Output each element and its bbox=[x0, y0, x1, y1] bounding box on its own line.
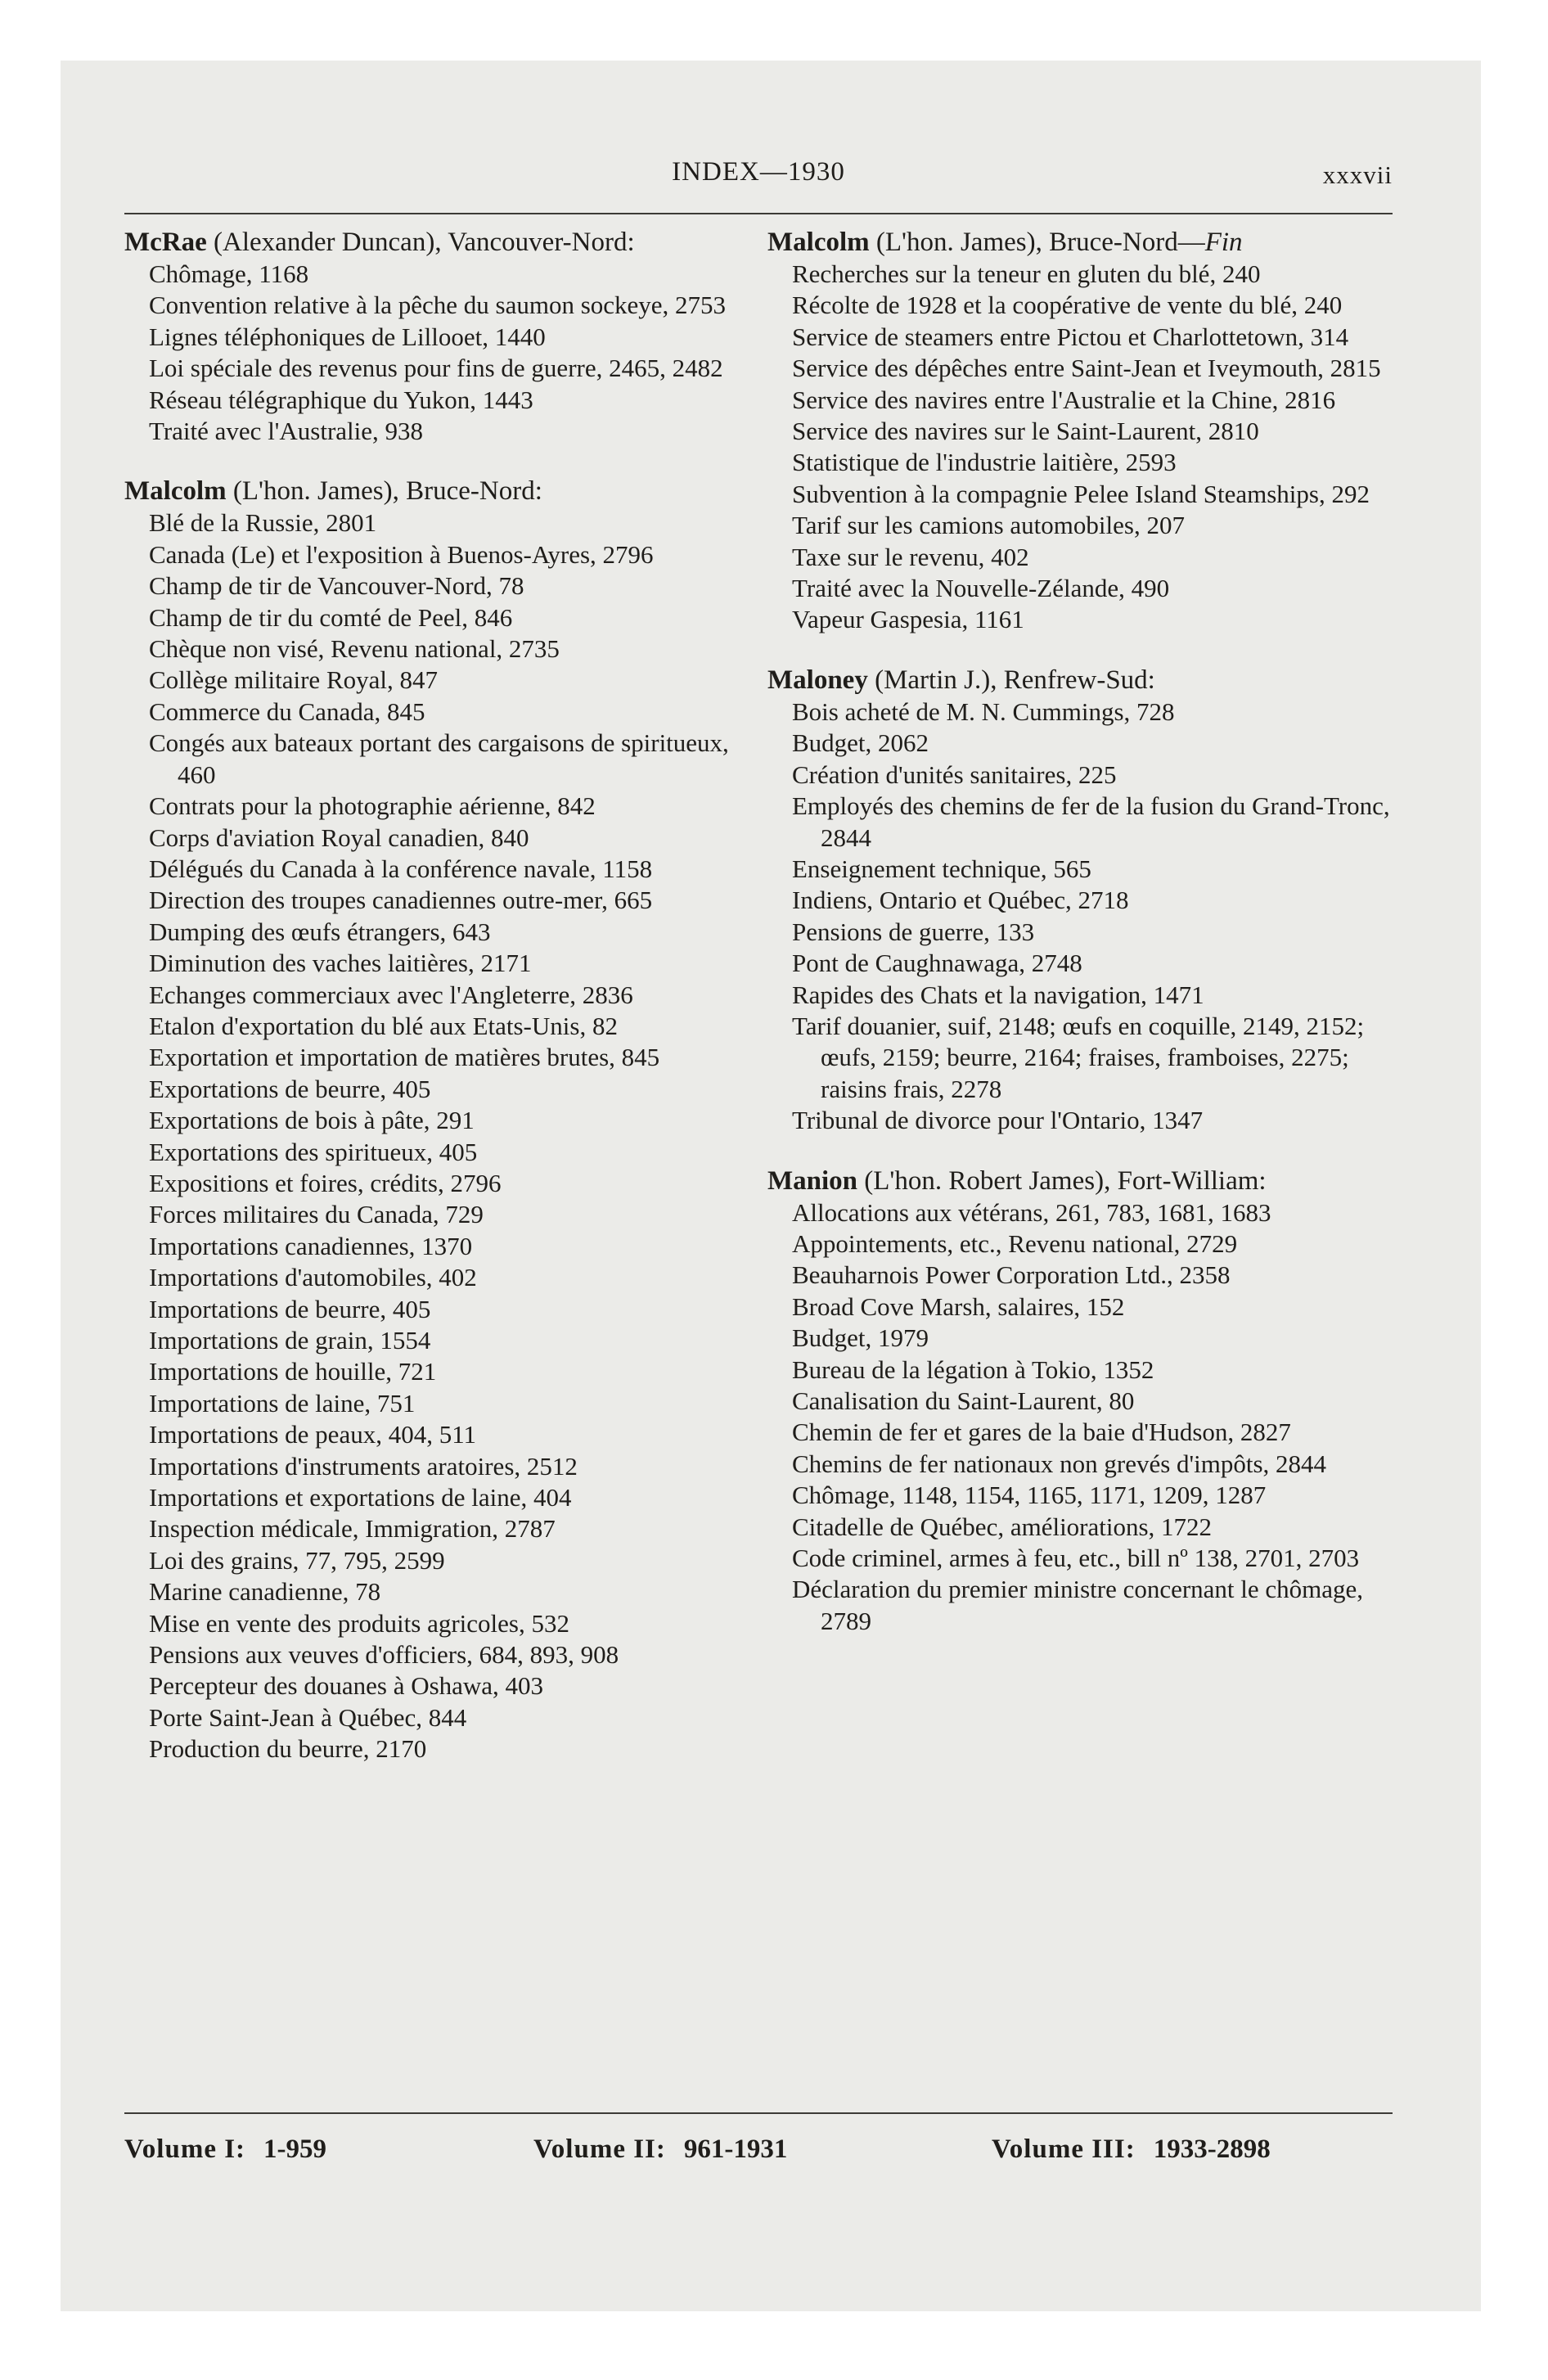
index-subentry: Récolte de 1928 et la coopérative de vente du blé, 240 bbox=[792, 291, 1343, 320]
volume-2 bbox=[533, 2134, 787, 2165]
index-subentry: Commerce du Canada, 845 bbox=[149, 696, 425, 726]
index-subentry: Importations de grain, 1554 bbox=[149, 1326, 431, 1355]
entry-heading bbox=[767, 226, 1394, 259]
index-subentry: Importations de houille, 721 bbox=[149, 1357, 437, 1386]
volume-1-label: Volume I: bbox=[124, 2134, 246, 2164]
index-subentry: Chemin de fer et gares de la baie d'Hudson, 2827 bbox=[792, 1418, 1291, 1447]
index-subentry: Traité avec l'Australie, 938 bbox=[149, 417, 424, 446]
index-subentry: Bois acheté de M. N. Cummings, 728 bbox=[792, 696, 1175, 726]
index-subentry: Echanges commerciaux avec l'Angleterre, 2836 bbox=[149, 980, 633, 1009]
index-subentry: Budget, 2062 bbox=[792, 728, 929, 758]
member-name: McRae bbox=[124, 228, 207, 257]
index-subentry: Inspection médicale, Immigration, 2787 bbox=[149, 1514, 556, 1544]
index-subentry: Statistique de l'industrie laitière, 2593 bbox=[792, 448, 1177, 477]
index-subentry: Pensions de guerre, 133 bbox=[792, 917, 1035, 946]
index-subentry: Importations canadiennes, 1370 bbox=[149, 1231, 473, 1260]
member-riding: (L'hon. James), Bruce-Nord— bbox=[869, 228, 1205, 257]
index-subentry: Vapeur Gaspesia, 1161 bbox=[792, 605, 1024, 634]
volume-footer bbox=[124, 2134, 1393, 2175]
header-rule bbox=[124, 213, 1393, 214]
index-subentry: Rapides des Chats et la navigation, 1471 bbox=[792, 980, 1204, 1009]
volume-1-range: 1-959 bbox=[263, 2134, 327, 2164]
index-subentry: Appointements, etc., Revenu national, 2729 bbox=[792, 1228, 1238, 1258]
continued-marker: Fin bbox=[1204, 228, 1243, 257]
index-subentry: Création d'unités sanitaires, 225 bbox=[792, 760, 1117, 789]
volume-3-range: 1933-2898 bbox=[1153, 2134, 1271, 2164]
index-subentry: Diminution des vaches laitières, 2171 bbox=[149, 949, 532, 978]
index-subentry: Importations d'automobiles, 402 bbox=[149, 1263, 477, 1292]
page-title: INDEX—1930 bbox=[672, 157, 845, 187]
index-subentry: Porte Saint-Jean à Québec, 844 bbox=[149, 1702, 467, 1732]
index-subentry: Exportations de bois à pâte, 291 bbox=[149, 1106, 475, 1135]
index-subentry: Corps d'aviation Royal canadien, 840 bbox=[149, 823, 529, 852]
index-entry bbox=[767, 226, 1394, 636]
index-subentry: Tarif sur les camions automobiles, 207 bbox=[792, 511, 1185, 540]
index-subentry: Broad Cove Marsh, salaires, 152 bbox=[792, 1291, 1125, 1321]
index-subentry: Importations de beurre, 405 bbox=[149, 1294, 431, 1323]
index-subentry: Citadelle de Québec, améliorations, 1722 bbox=[792, 1512, 1213, 1541]
index-subentry: Champ de tir du comté de Peel, 846 bbox=[149, 602, 513, 632]
entry-heading bbox=[767, 664, 1394, 696]
member-riding: (Alexander Duncan), Vancouver-Nord: bbox=[206, 228, 635, 257]
page-number: xxxvii bbox=[1322, 160, 1393, 189]
index-subentry: Importations de laine, 751 bbox=[149, 1388, 416, 1418]
index-entry bbox=[124, 475, 763, 1765]
index-subentry: Loi spéciale des revenus pour fins de guerre, 2465, 2482 bbox=[149, 354, 723, 383]
index-subentry: Direction des troupes canadiennes outre-mer, 665 bbox=[149, 886, 653, 915]
member-riding: (L'hon. Robert James), Fort-William: bbox=[857, 1165, 1267, 1196]
index-subentry: Tribunal de divorce pour l'Ontario, 1347 bbox=[792, 1106, 1204, 1135]
index-subentry: Importations d'instruments aratoires, 2512 bbox=[149, 1451, 578, 1481]
index-subentry: Champ de tir de Vancouver-Nord, 78 bbox=[149, 571, 524, 601]
left-column bbox=[124, 226, 763, 1793]
index-subentry: Chemins de fer nationaux non grevés d'impôts, 2844 bbox=[792, 1449, 1327, 1478]
index-subentry: Forces militaires du Canada, 729 bbox=[149, 1200, 484, 1229]
index-entry bbox=[124, 226, 763, 447]
index-subentry: Réseau télégraphique du Yukon, 1443 bbox=[149, 385, 533, 414]
index-subentry: Beauharnois Power Corporation Ltd., 2358 bbox=[792, 1260, 1231, 1290]
index-subentry: Service des dépêches entre Saint-Jean et Iveymouth, 2815 bbox=[792, 354, 1381, 383]
volume-2-range: 961-1931 bbox=[683, 2134, 788, 2164]
page-header bbox=[124, 157, 1393, 206]
member-name: Malcolm bbox=[124, 476, 227, 507]
member-name: Malcolm bbox=[767, 228, 870, 257]
index-subentry: Dumping des œufs étrangers, 643 bbox=[149, 917, 491, 946]
index-subentry: Importations et exportations de laine, 404 bbox=[149, 1483, 572, 1512]
index-entry bbox=[767, 1165, 1394, 1638]
index-subentry: Convention relative à la pêche du saumon sockeye, 2753 bbox=[149, 291, 727, 320]
index-subentry: Déclaration du premier ministre concernant le chômage, 2789 bbox=[792, 1575, 1364, 1635]
index-subentry: Lignes téléphoniques de Lillooet, 1440 bbox=[149, 322, 546, 351]
volume-3-label: Volume III: bbox=[992, 2134, 1136, 2164]
index-subentry: Bureau de la légation à Tokio, 1352 bbox=[792, 1355, 1154, 1384]
index-subentry: Exportations de beurre, 405 bbox=[149, 1074, 431, 1103]
member-name: Manion bbox=[767, 1165, 858, 1196]
index-subentry: Employés des chemins de fer de la fusion du Grand-Tronc, 2844 bbox=[792, 791, 1390, 852]
index-subentry: Marine canadienne, 78 bbox=[149, 1577, 381, 1607]
index-subentry: Percepteur des douanes à Oshawa, 403 bbox=[149, 1671, 544, 1701]
volume-1 bbox=[124, 2134, 326, 2165]
index-subentry: Tarif douanier, suif, 2148; œufs en coquille, 2149, 2152; œufs, 2159; beurre, 2164; fraises, framboises, 2275; raisins frais, 2278 bbox=[792, 1011, 1365, 1103]
member-riding: (Martin J.), Renfrew-Sud: bbox=[867, 665, 1155, 695]
index-subentry: Service des navires entre l'Australie et la Chine, 2816 bbox=[792, 385, 1336, 414]
index-subentry: Subvention à la compagnie Pelee Island Steamships, 292 bbox=[792, 479, 1370, 508]
index-subentry: Canada (Le) et l'exposition à Buenos-Ayres, 2796 bbox=[149, 539, 654, 569]
index-subentry: Taxe sur le revenu, 402 bbox=[792, 542, 1029, 571]
index-subentry: Production du beurre, 2170 bbox=[149, 1734, 427, 1764]
index-subentry: Service des navires sur le Saint-Laurent, 2810 bbox=[792, 417, 1259, 446]
entry-heading bbox=[767, 1165, 1394, 1197]
index-subentry: Canalisation du Saint-Laurent, 80 bbox=[792, 1386, 1135, 1415]
index-subentry: Allocations aux vétérans, 261, 783, 1681, 1683 bbox=[792, 1197, 1271, 1227]
index-subentry: Collège militaire Royal, 847 bbox=[149, 665, 438, 695]
footer-rule bbox=[124, 2112, 1393, 2114]
index-subentry: Loi des grains, 77, 795, 2599 bbox=[149, 1545, 445, 1575]
index-subentry: Recherches sur la teneur en gluten du blé, 240 bbox=[792, 259, 1261, 288]
index-subentry: Blé de la Russie, 2801 bbox=[149, 508, 377, 538]
index-entry bbox=[767, 664, 1394, 1137]
index-subentry: Service de steamers entre Pictou et Charlottetown, 314 bbox=[792, 322, 1349, 351]
volume-2-label: Volume II: bbox=[533, 2134, 666, 2164]
index-subentry: Budget, 1979 bbox=[792, 1323, 929, 1353]
index-subentry: Chômage, 1168 bbox=[149, 259, 309, 288]
index-subentry: Expositions et foires, crédits, 2796 bbox=[149, 1168, 502, 1197]
index-subentry: Congés aux bateaux portant des cargaisons de spiritueux, 460 bbox=[149, 728, 729, 789]
index-subentry: Traité avec la Nouvelle-Zélande, 490 bbox=[792, 574, 1170, 603]
index-page bbox=[75, 75, 1393, 2170]
index-subentry: Délégués du Canada à la conférence navale, 1158 bbox=[149, 854, 653, 883]
index-subentry: Exportations des spiritueux, 405 bbox=[149, 1137, 478, 1166]
right-column bbox=[767, 226, 1394, 1665]
index-subentry: Indiens, Ontario et Québec, 2718 bbox=[792, 886, 1129, 915]
member-riding: (L'hon. James), Bruce-Nord: bbox=[226, 476, 542, 507]
entry-heading bbox=[124, 226, 763, 259]
member-name: Maloney bbox=[767, 665, 868, 695]
index-subentry: Pensions aux veuves d'officiers, 684, 893, 908 bbox=[149, 1640, 619, 1670]
index-subentry: Chèque non visé, Revenu national, 2735 bbox=[149, 634, 560, 664]
index-subentry: Enseignement technique, 565 bbox=[792, 854, 1091, 883]
index-subentry: Pont de Caughnawaga, 2748 bbox=[792, 949, 1082, 978]
index-subentry: Exportation et importation de matières brutes, 845 bbox=[149, 1043, 660, 1072]
index-subentry: Chômage, 1148, 1154, 1165, 1171, 1209, 1287 bbox=[792, 1481, 1267, 1510]
index-subentry: Code criminel, armes à feu, etc., bill nº 138, 2701, 2703 bbox=[792, 1544, 1360, 1573]
index-subentry: Etalon d'exportation du blé aux Etats-Unis, 82 bbox=[149, 1011, 618, 1040]
entry-heading bbox=[124, 475, 763, 507]
index-subentry: Mise en vente des produits agricoles, 532 bbox=[149, 1608, 569, 1638]
volume-3 bbox=[992, 2134, 1271, 2165]
index-subentry: Importations de peaux, 404, 511 bbox=[149, 1420, 477, 1449]
index-subentry: Contrats pour la photographie aérienne, 842 bbox=[149, 791, 596, 821]
